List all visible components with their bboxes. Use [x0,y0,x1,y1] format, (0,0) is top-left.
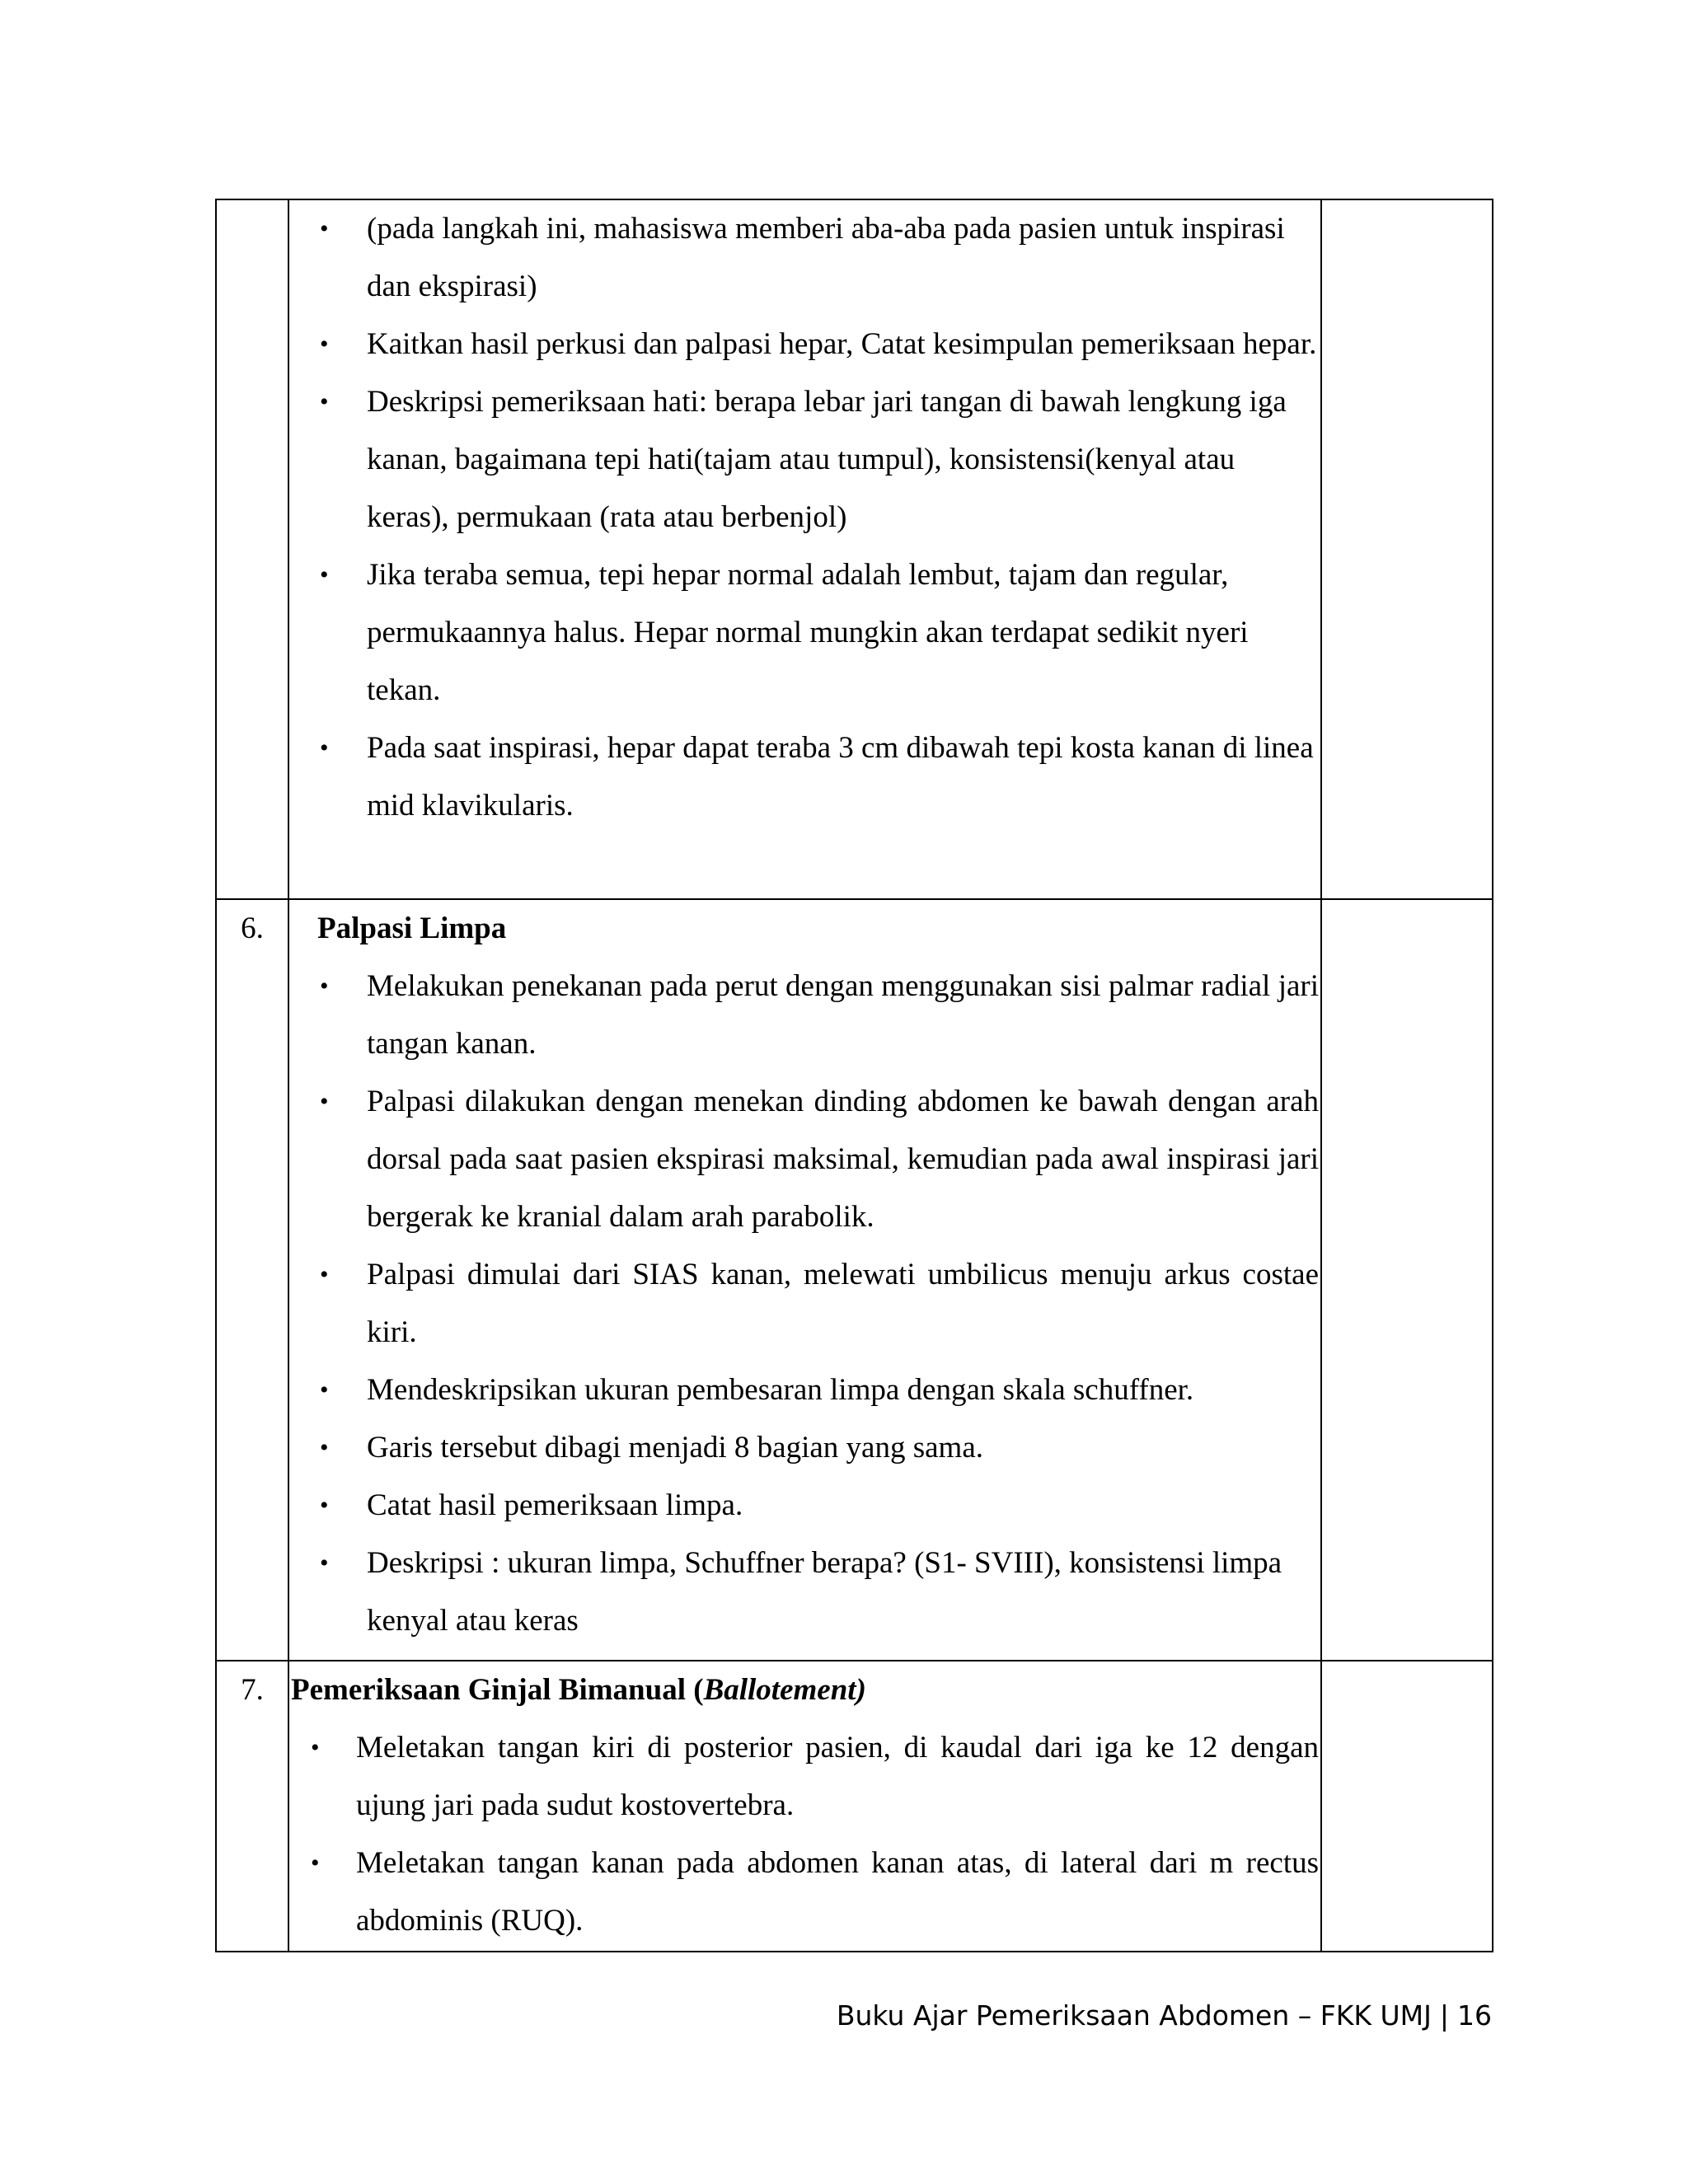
bullet-icon: • [320,1376,329,1404]
bullet-icon: • [320,972,329,1000]
list-item: • (pada langkah ini, mahasiswa memberi aba-aba pada pasien untuk inspirasi dan ekspirasi) [289,200,1320,316]
list-item: • Melakukan penekanan pada perut dengan menggunakan sisi palmar radial jari tangan kanan. [289,958,1320,1073]
step-content-cell [288,199,1321,899]
step-number-cell [216,199,288,899]
list-item: • Meletakan tangan kiri di posterior pasien, di kaudal dari iga ke 12 dengan ujung jari pada sudut kostovertebra. [289,1719,1320,1835]
bullet-icon: • [320,388,329,415]
table-row [216,1661,1493,1952]
bullet-icon: • [320,330,329,358]
step-number: 7. [241,1673,264,1707]
list-item: • Garis tersebut dibagi menjadi 8 bagian yang sama. [289,1419,1320,1477]
step-number-cell [216,899,288,1661]
bullet-icon: • [311,1849,320,1877]
step-content-cell [288,1661,1321,1952]
list-item: • Mendeskripsikan ukuran pembesaran limpa dengan skala schuffner. [289,1361,1320,1419]
procedure-table [215,199,1493,1952]
checklist-cell [1321,199,1493,899]
bullet-list [289,200,1320,835]
list-item: • Deskripsi : ukuran limpa, Schuffner berapa? (S1- SVIII), konsistensi limpa kenyal atau keras [289,1535,1320,1650]
page-number: 16 [1457,1999,1492,2032]
bullet-icon: • [320,1088,329,1115]
bullet-icon: • [320,1261,329,1288]
list-item: • Deskripsi pemeriksaan hati: berapa lebar jari tangan di bawah lengkung iga kanan, bagaimana tepi hati(tajam atau tumpul), konsistensi(kenyal atau keras), permukaan (rata atau berbenjol) [289,373,1320,546]
bullet-list [289,1719,1320,1950]
step-heading: Pemeriksaan Ginjal Bimanual (Ballotement) [291,1673,866,1707]
step-number: 6. [241,912,264,945]
step-number-cell [216,1661,288,1952]
list-item: • Pada saat inspirasi, hepar dapat teraba 3 cm dibawah tepi kosta kanan di linea mid klavikularis. [289,719,1320,835]
list-item: • Kaitkan hasil perkusi dan palpasi hepar, Catat kesimpulan pemeriksaan hepar. [289,316,1320,373]
table-row [216,199,1493,899]
footer-separator: | [1439,1999,1449,2032]
bullet-icon: • [320,1434,329,1461]
list-item: • Palpasi dilakukan dengan menekan dinding abdomen ke bawah dengan arah dorsal pada saat pasien ekspirasi maksimal, kemudian pada awal inspirasi jari bergerak ke kranial dalam arah parabolik. [289,1073,1320,1246]
footer-title: Buku Ajar Pemeriksaan Abdomen – FKK UMJ [836,1999,1432,2032]
list-item: • Meletakan tangan kanan pada abdomen kanan atas, di lateral dari m rectus abdominis (RUQ). [289,1835,1320,1950]
checklist-cell [1321,1661,1493,1952]
bullet-icon: • [311,1734,320,1761]
list-item: • Jika teraba semua, tepi hepar normal adalah lembut, tajam dan regular, permukaannya halus. Hepar normal mungkin akan terdapat sedikit nyeri tekan. [289,546,1320,719]
list-item: • Palpasi dimulai dari SIAS kanan, melewati umbilicus menuju arkus costae kiri. [289,1246,1320,1361]
step-content-cell [288,899,1321,1661]
checklist-cell [1321,899,1493,1661]
bullet-icon: • [320,561,329,588]
bullet-icon: • [320,1492,329,1519]
step-heading: Palpasi Limpa [317,912,507,945]
bullet-icon: • [320,215,329,242]
page-footer [837,1999,1492,2032]
list-item: • Catat hasil pemeriksaan limpa. [289,1477,1320,1535]
bullet-icon: • [320,734,329,762]
bullet-list [289,958,1320,1650]
bullet-icon: • [320,1549,329,1577]
table-row [216,899,1493,1661]
